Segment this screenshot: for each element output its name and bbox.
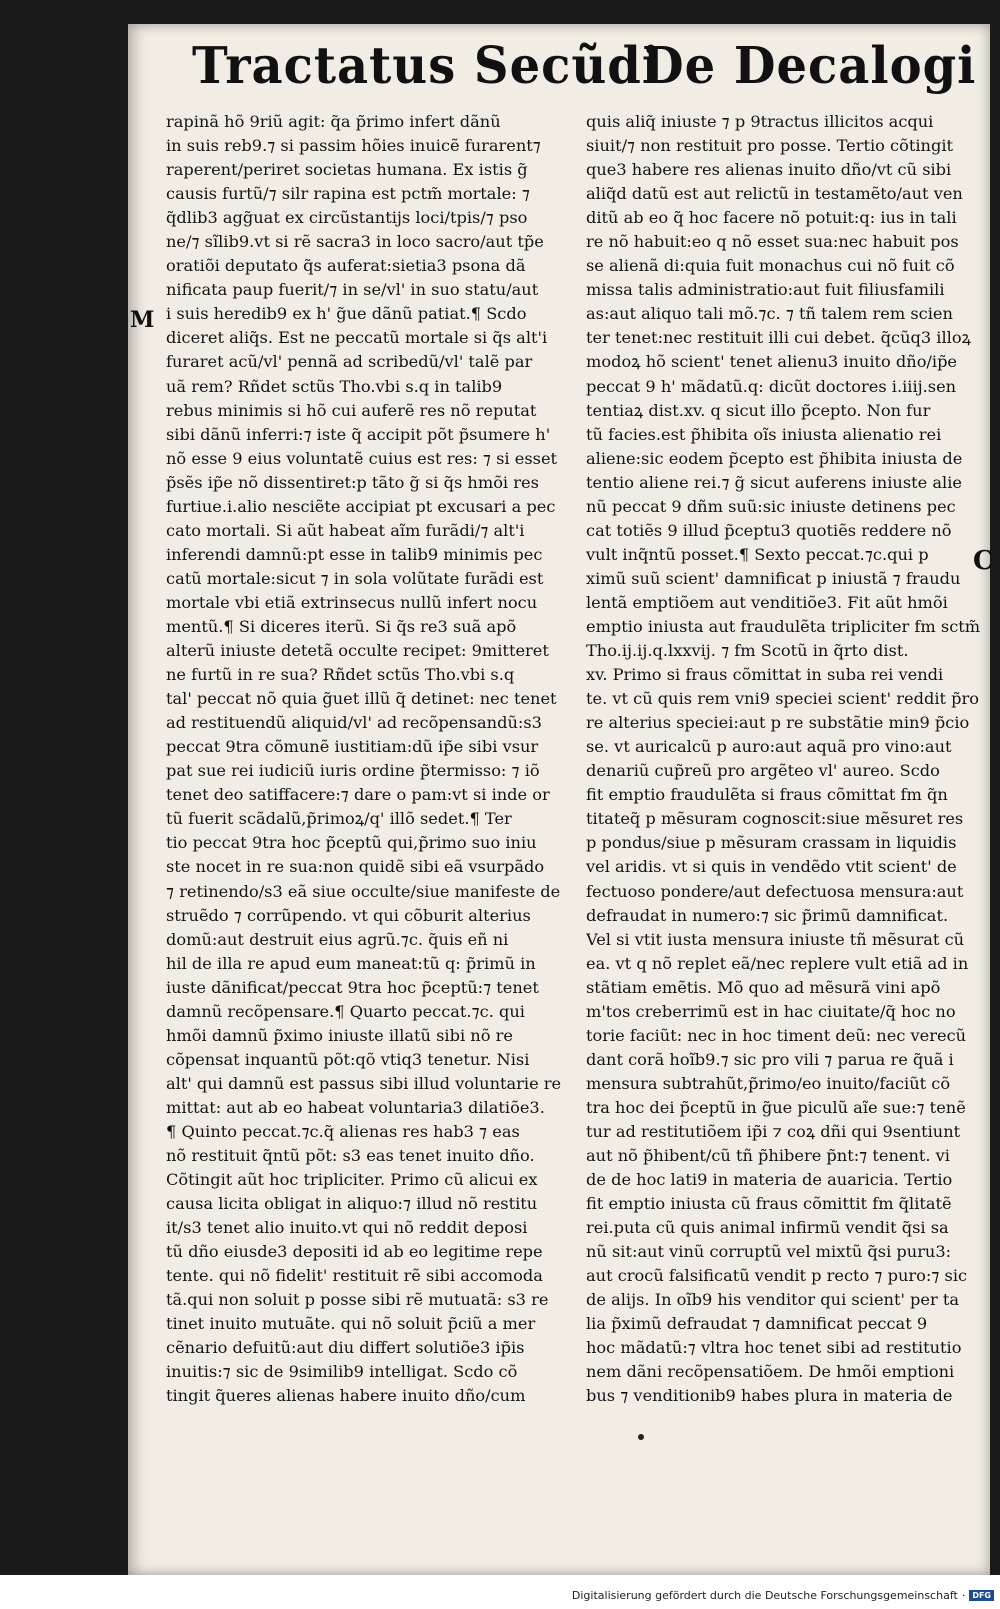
text-line: titateq̃ p mẽsuram cognoscit:siue mẽsuret res xyxy=(586,809,964,829)
text-line: tenet deo satiffacere:⁊ dare o pam:vt si inde or xyxy=(166,785,550,805)
text-line: Cõtingit aũt hoc tripliciter. Primo cũ alicui ex xyxy=(166,1170,538,1190)
text-line: nõ esse 9 eius voluntatẽ cuius est res: ⁊ si esset xyxy=(166,448,558,468)
text-line: i suis heredib9 ex h' g̃ue dãnũ patiat.¶ Scdo xyxy=(166,304,527,324)
dfg-logo: DFG xyxy=(969,1590,994,1601)
text-line: causis furtũ/⁊ silr rapina est pctm̃ mortale: ⁊ xyxy=(166,184,530,204)
text-line: tã.qui non soluit p posse sibi rẽ mutuatã: s3 re xyxy=(166,1290,549,1310)
text-line: mentũ.¶ Si diceres iterũ. Si q̃s re3 suã apõ xyxy=(166,616,517,636)
text-line: aut crocũ falsificatũ vendit p recto ⁊ puro:⁊ sic xyxy=(586,1266,968,1286)
text-line: tur ad restitutiõem ip̃i ⁊ coꝝ dñi qui 9sentiunt xyxy=(586,1121,961,1141)
text-line: aliene:sic eodem p̃cepto est p̃hibita iniusta de xyxy=(586,448,963,468)
text-line: ea. vt q nõ replet eã/nec replere vult etiã ad in xyxy=(586,953,969,973)
text-line: inuitis:⁊ sic de 9similib9 intelligat. Scdo cõ xyxy=(166,1362,518,1382)
text-line: hmõi damnũ p̃ximo iniuste illatũ sibi nõ re xyxy=(166,1025,513,1045)
text-line: se alienã di:quia fuit monachus cui nõ fuit cõ xyxy=(586,256,955,276)
text-line: te. vt cũ quis rem vni9 speciei scient' reddit p̃ro xyxy=(586,689,979,709)
text-line: alt' qui damnũ est passus sibi illud voluntarie re xyxy=(166,1073,562,1093)
text-line: ad restituendũ aliquid/vl' ad recõpensandũ:s3 xyxy=(166,713,542,733)
text-line: p pondus/siue p mẽsuram crassam in liquidis xyxy=(586,833,957,853)
text-line: ne/⁊ sĩlib9.vt si rẽ sacra3 in loco sacro/aut tp̃e xyxy=(166,232,544,252)
text-line: ne furtũ in re sua? Rñdet sctũs Tho.vbi s.q xyxy=(166,665,515,685)
text-line: mensura subtrahũt,p̃rimo/eo inuito/faciũt cõ xyxy=(586,1073,951,1093)
text-line: ste nocet in re sua:non quidẽ sibi eã vsurpãdo xyxy=(166,857,545,877)
text-line: bus ⁊ venditionib9 habes plura in materia de xyxy=(586,1386,953,1406)
credit-text: Digitalisierung gefördert durch die Deutsche Forschungsgemeinschaft xyxy=(571,1589,958,1602)
text-line: p̃sẽs ip̃e nõ dissentiret:p tãto g̃ si q̃s hmõi res xyxy=(166,472,539,492)
text-line: raperent/periret societas humana. Ex istis g̃ xyxy=(166,160,528,180)
text-line: pat sue rei iudiciũ iuris ordine p̃termisso: ⁊ iõ xyxy=(166,761,540,781)
text-line: missa talis administratio:aut fuit filiusfamili xyxy=(586,280,945,300)
text-line: tente. qui nõ fidelit' restituit rẽ sibi accomoda xyxy=(166,1266,543,1286)
margin-mark-right: C xyxy=(973,546,994,576)
book-page xyxy=(128,24,994,1575)
text-line: stãtiam emẽtis. Mõ quo ad mẽsurã vini apõ xyxy=(586,977,941,997)
header-title-right: De Decalogi xyxy=(642,36,977,96)
text-line: denariũ cup̃reũ pro argẽteo vl' aureo. Scdo xyxy=(586,761,940,781)
text-line: peccat 9 h' mãdatũ.q: dicũt doctores i.iiij.sen xyxy=(586,376,957,396)
text-line: hoc mãdatũ:⁊ vltra hoc tenet sibi ad restitutio xyxy=(586,1338,962,1358)
text-line: rebus minimis si hõ cui auferẽ res nõ reputat xyxy=(166,400,537,420)
text-line: nõ restituit q̃ntũ põt: s3 eas tenet inuito dño. xyxy=(166,1146,535,1166)
text-line: Vel si vtit iusta mensura iniuste tñ mẽsurat cũ xyxy=(586,929,965,949)
text-line: causa licita obligat in aliquo:⁊ illud nõ restitu xyxy=(166,1194,538,1214)
text-line: hil de illa re apud eum maneat:tũ q: p̃rimũ in xyxy=(166,953,536,973)
text-line: cato mortali. Si aũt habeat aĩm furãdi/⁊ alt'i xyxy=(166,520,525,540)
text-line: uã rem? Rñdet sctũs Tho.vbi s.q in talib9 xyxy=(166,376,503,396)
text-line: aut nõ p̃hibent/cũ tñ p̃hibere p̃nt:⁊ tenent. vi xyxy=(586,1146,950,1166)
text-line: re nõ habuit:eo q nõ esset sua:nec habuit pos xyxy=(586,232,959,252)
text-line: emptio iniusta aut fraudulẽta tripliciter fm sctm̃ xyxy=(586,616,981,636)
text-line: ⁊ retinendo/s3 eã siue occulte/siue manifeste de xyxy=(166,881,561,901)
text-line: lentã emptiõem aut venditiõe3. Fit aũt hmõi xyxy=(586,592,948,612)
text-line: rapinã hõ 9riũ agit: q̃a p̃rimo infert dãnũ xyxy=(166,112,501,131)
text-line: in suis reb9.⁊ si passim hõies inuicẽ furarent⁊ xyxy=(166,136,541,156)
text-line: fit emptio fraudulẽta si fraus cõmittat fm q̃n xyxy=(586,785,948,805)
text-line: nem dãni recõpensatiõem. De hmõi emptioni xyxy=(586,1362,955,1382)
text-line: cat totiẽs 9 illud p̃ceptu3 quotiẽs reddere nõ xyxy=(586,520,952,540)
text-line: lia p̃ximũ defraudat ⁊ damnificat peccat 9 xyxy=(586,1314,928,1334)
text-line: defraudat in numero:⁊ sic p̃rimũ damnificat. xyxy=(586,905,949,925)
text-line: alterũ iniuste detetã occulte recipet: 9mitteret xyxy=(166,641,549,661)
text-line: ter tenet:nec restituit illi cui debet. q̃cũq3 illoꝝ xyxy=(586,328,971,348)
digitization-credit: Digitalisierung gefördert durch die Deutsche Forschungsgemeinschaft · DFG xyxy=(572,1589,994,1602)
text-line: que3 habere res alienas inuito dño/vt cũ sibi xyxy=(586,160,952,180)
text-line: inferendi damnũ:pt esse in talib9 minimis pec xyxy=(166,544,543,564)
text-line: quis aliq̃ iniuste ⁊ p 9tractus illicitos acqui xyxy=(586,112,934,131)
text-line: siuit/⁊ non restituit pro posse. Tertio cõtingit xyxy=(586,136,954,156)
text-line: Tho.ij.ij.q.lxxvij. ⁊ fm Scotũ in q̃rto dist. xyxy=(586,641,909,661)
text-line: se. vt auricalcũ p auro:aut aquã pro vino:aut xyxy=(586,737,952,757)
text-line: rei.puta cũ quis animal infirmũ vendit q̃si sa xyxy=(586,1218,949,1238)
text-line: tũ dño eiusde3 depositi id ab eo legitime repe xyxy=(166,1242,543,1262)
margin-mark-left: M xyxy=(130,307,155,333)
text-line: tentiaꝝ dist.xv. q sicut illo p̃cepto. Non fur xyxy=(586,400,931,420)
text-line: tal' peccat nõ quia g̃uet illũ q̃ detinet: nec tenet xyxy=(166,689,557,709)
text-line: mittat: aut ab eo habeat voluntaria3 dilatiõe3. xyxy=(166,1097,545,1117)
text-line: de alijs. In oĩb9 his venditor qui scient' per ta xyxy=(586,1290,960,1310)
text-line: catũ mortale:sicut ⁊ in sola volũtate furãdi est xyxy=(166,568,544,588)
text-line: damnũ recõpensare.¶ Quarto peccat.⁊c. qui xyxy=(166,1001,525,1021)
text-line: modoꝝ hõ scient' tenet alienu3 inuito dño/ip̃e xyxy=(586,352,958,372)
text-line: cõpensat inquantũ põt:qõ vtiq3 tenetur. Nisi xyxy=(166,1049,530,1069)
text-column-left xyxy=(166,110,566,1409)
text-line: de de hoc lati9 in materia de auaricia. Tertio xyxy=(586,1170,953,1190)
text-line: oratiõi deputato q̃s auferat:sietia3 psona dã xyxy=(166,256,526,276)
text-line: tũ facies.est p̃hibita oĩs iniusta alienatio rei xyxy=(586,424,942,444)
text-line: tingit q̃ueres alienas habere inuito dño/cum xyxy=(166,1386,526,1406)
text-column-right xyxy=(586,110,982,1409)
text-line: re alterius speciei:aut p re substãtie min9 p̃cio xyxy=(586,713,970,733)
text-line: nũ peccat 9 dñm suũ:sic iniuste detinens pec xyxy=(586,496,956,516)
text-line: torie faciũt: nec in hoc timent deũ: nec verecũ xyxy=(586,1025,967,1045)
header-title-left: Tractatus Secũdi xyxy=(192,36,662,96)
page-dot-ornament xyxy=(638,1434,644,1440)
text-line: cẽnario defuitũ:aut diu differt solutiõe3 ip̃is xyxy=(166,1338,525,1358)
text-line: tio peccat 9tra hoc p̃ceptũ qui,p̃rimo suo iniu xyxy=(166,833,537,853)
text-line: peccat 9tra cõmunẽ iustitiam:dũ ip̃e sibi vsur xyxy=(166,737,539,757)
text-line: tinet inuito mutuãte. qui nõ soluit p̃ciũ a mer xyxy=(166,1314,536,1334)
running-header xyxy=(128,34,990,104)
text-line: vult inq̃ntũ posset.¶ Sexto peccat.⁊c.qui p xyxy=(586,544,929,564)
text-line: xv. Primo si fraus cõmittat in suba rei vendi xyxy=(586,665,944,685)
text-line: fectuoso pondere/aut defectuosa mensura:aut xyxy=(586,881,964,901)
text-line: dant corã hoĩb9.⁊ sic pro vili ⁊ parua re q̃uã i xyxy=(586,1049,954,1069)
text-line: aliq̃d datũ est aut relictũ in testamẽto/aut ven xyxy=(586,184,963,204)
text-line: ditũ ab eo q̃ hoc facere nõ potuit:q: ius in tali xyxy=(586,208,957,228)
text-line: nificata paup fuerit/⁊ in se/vl' in suo statu/aut xyxy=(166,280,539,300)
text-line: tra hoc dei p̃ceptũ in g̃ue piculũ aĩe sue:⁊ tenẽ xyxy=(586,1097,966,1117)
text-line: mortale vbi etiã extrinsecus nullũ infert nocu xyxy=(166,592,538,612)
text-line: tũ fuerit scãdalũ,p̃rimoꝝ/q' illõ sedet.¶ Ter xyxy=(166,809,512,829)
text-line: furaret acũ/vl' pennã ad scribedũ/vl' talẽ par xyxy=(166,352,533,372)
text-line: domũ:aut destruit eius agrũ.⁊c. q̃uis eñ ni xyxy=(166,929,509,949)
text-line: it/s3 tenet alio inuito.vt qui nõ reddit deposi xyxy=(166,1218,528,1238)
text-line: q̃dlib3 agg̃uat ex circũstantijs loci/tpis/⁊ pso xyxy=(166,208,528,228)
text-line: fit emptio iniusta cũ fraus cõmittit fm q̃litatẽ xyxy=(586,1194,952,1214)
text-line: ¶ Quinto peccat.⁊c.q̃ alienas res hab3 ⁊ eas xyxy=(166,1121,520,1141)
text-line: furtiue.i.alio nesciẽte accipiat pt excusari a pec xyxy=(166,496,556,516)
text-line: struẽdo ⁊ corrũpendo. vt qui cõburit alterius xyxy=(166,905,531,925)
text-line: nũ sit:aut vinũ corruptũ vel mixtũ q̃si puru3: xyxy=(586,1242,952,1262)
text-line: iuste dãnificat/peccat 9tra hoc p̃ceptũ:⁊ tenet xyxy=(166,977,539,997)
text-line: m'tos creberrimũ est in hac ciuitate/q̃ hoc no xyxy=(586,1001,956,1021)
text-line: sibi dãnũ inferri:⁊ iste q̃ accipit põt p̃sumere h' xyxy=(166,424,551,444)
text-line: vel aridis. vt si quis in vendẽdo vtit scient' de xyxy=(586,857,957,877)
text-line: ximũ suũ scient' damnificat p iniustã ⁊ fraudu xyxy=(586,568,961,588)
text-line: diceret aliq̃s. Est ne peccatũ mortale si q̃s alt'i xyxy=(166,328,548,348)
text-line: tentio aliene rei.⁊ g̃ sicut auferens iniuste alie xyxy=(586,472,962,492)
text-line: as:aut aliquo tali mõ.⁊c. ⁊ tñ talem rem scien xyxy=(586,304,953,324)
